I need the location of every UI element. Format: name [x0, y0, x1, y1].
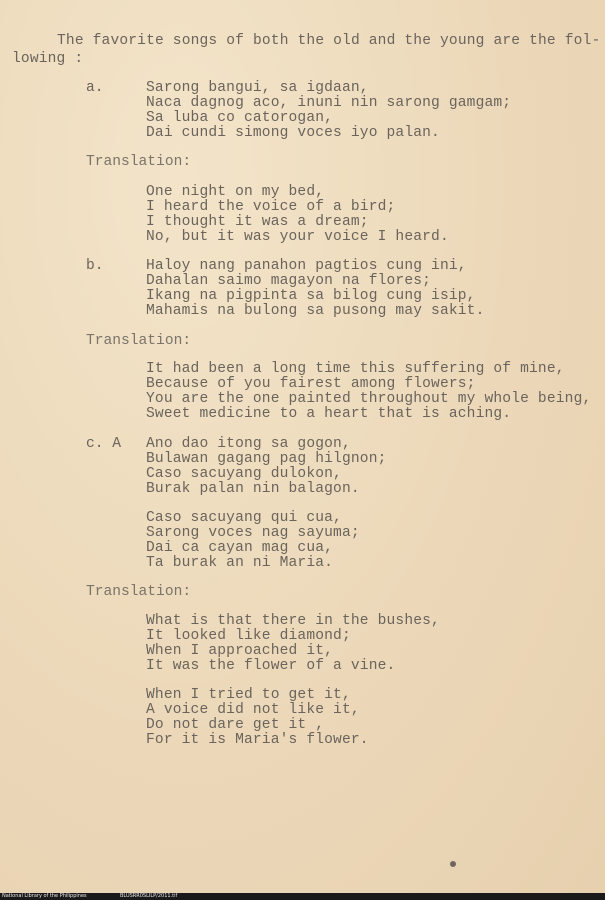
translation-b-line: It had been a long time this suffering of mine,: [146, 361, 565, 377]
song-c-line: Caso sacuyang qui cua,: [146, 510, 342, 526]
footer-filename: BLUSRR0SLILP/2011.tif: [120, 893, 178, 899]
translation-a-heading: Translation:: [86, 154, 192, 170]
intro-line-2: lowing :: [12, 51, 84, 67]
song-c-line: Dai ca cayan mag cua,: [146, 540, 334, 556]
song-a-line: Naca dagnog aco, inuni nin sarong gamgam;: [146, 95, 512, 111]
song-b-line: Dahalan saimo magayon na flores;: [146, 273, 432, 289]
song-b-line: Ikang na pigpinta sa bilog cung isip,: [146, 288, 476, 304]
ink-spot: [450, 861, 456, 867]
song-b-line: Mahamis na bulong sa pusong may sakit.: [146, 303, 485, 319]
song-c-line: Ta burak an ni Maria.: [146, 555, 334, 571]
song-c-line: Burak palan nin balagon.: [146, 481, 360, 497]
song-b-line: Haloy nang panahon pagtios cung ini,: [146, 258, 467, 274]
translation-a-line: One night on my bed,: [146, 184, 325, 200]
translation-a-line: I thought it was a dream;: [146, 214, 369, 230]
translation-c-line: It was the flower of a vine.: [146, 658, 396, 674]
translation-c-line: Do not dare get it ,: [146, 717, 325, 733]
song-c-label: c. A: [86, 436, 122, 452]
song-a-label: a.: [86, 80, 104, 96]
translation-c-heading: Translation:: [86, 584, 192, 600]
translation-b-line: You are the one painted throughout my whole being,: [146, 391, 592, 407]
translation-c-line: When I approached it,: [146, 643, 334, 659]
song-c-line: Bulawan gagang pag hilgnon;: [146, 451, 387, 467]
footer-source: National Library of the Philippines: [2, 893, 87, 899]
translation-b-heading: Translation:: [86, 333, 192, 349]
song-b-label: b.: [86, 258, 104, 274]
song-a-line: Sa luba co catorogan,: [146, 110, 334, 126]
song-c-line: Ano dao itong sa gogon,: [146, 436, 351, 452]
translation-a-line: No, but it was your voice I heard.: [146, 229, 449, 245]
song-c-line: Sarong voces nag sayuma;: [146, 525, 360, 541]
translation-b-line: Because of you fairest among flowers;: [146, 376, 476, 392]
song-c-line: Caso sacuyang dulokon,: [146, 466, 342, 482]
translation-c-line: What is that there in the bushes,: [146, 613, 440, 629]
translation-c-line: For it is Maria's flower.: [146, 732, 369, 748]
song-a-line: Dai cundi simong voces iyo palan.: [146, 125, 440, 141]
translation-a-line: I heard the voice of a bird;: [146, 199, 396, 215]
translation-c-line: It looked like diamond;: [146, 628, 351, 644]
song-a-line: Sarong bangui, sa igdaan,: [146, 80, 369, 96]
intro-line-1: The favorite songs of both the old and the young are the fol-: [57, 33, 601, 49]
translation-b-line: Sweet medicine to a heart that is aching.: [146, 406, 512, 422]
translation-c-line: When I tried to get it,: [146, 687, 351, 703]
scan-footer: [0, 893, 605, 900]
translation-c-line: A voice did not like it,: [146, 702, 360, 718]
